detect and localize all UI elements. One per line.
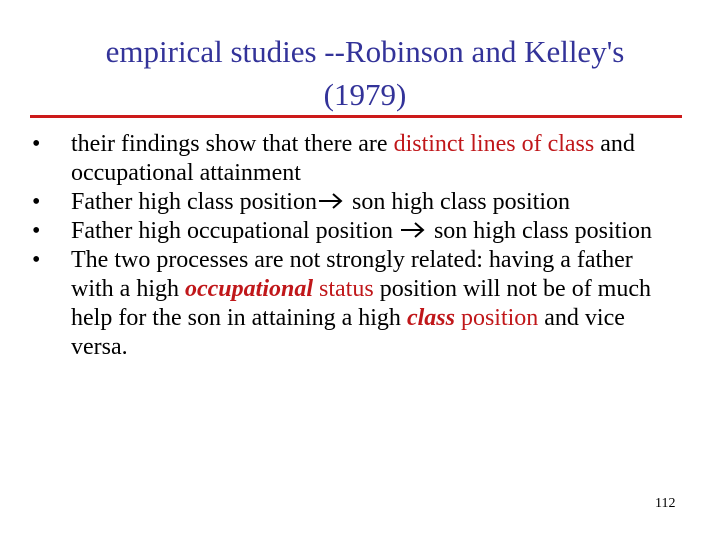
bullet-text: Father high class position — [71, 189, 317, 215]
bullet-item-processes — [32, 246, 672, 362]
highlight-text: distinct lines of class — [393, 131, 595, 157]
emphasis-text: class — [406, 305, 455, 331]
right-arrow-icon — [318, 192, 344, 210]
highlight-text: status — [313, 276, 374, 302]
bullet-item-class-position — [32, 188, 672, 217]
bullet-item-findings — [32, 130, 672, 188]
bullet-marker: • — [32, 189, 41, 215]
title-line-1: empirical studies --Robinson and Kelley's — [105, 34, 625, 69]
bullet-text: son high class position — [345, 189, 570, 215]
bullet-item-occupational-position — [32, 217, 672, 246]
page-number: 112 — [655, 496, 676, 511]
bullet-text: and vice versa. — [71, 305, 625, 360]
bullet-marker: • — [32, 218, 41, 244]
bullet-text: position will not be of much help for the son in attaining a high — [71, 276, 651, 331]
bullet-text: and occupational attainment — [71, 131, 635, 186]
bullet-text: their findings show that there are — [71, 131, 394, 157]
bullet-list — [32, 130, 672, 362]
emphasis-text: occupational — [185, 276, 314, 302]
slide-title — [40, 30, 690, 116]
title-line-2: (1979) — [323, 77, 407, 112]
title-underline — [30, 115, 682, 118]
bullet-text: The two processes are not strongly related: having a father with a high — [71, 247, 633, 302]
highlight-text: position — [454, 305, 539, 331]
bullet-marker: • — [32, 131, 41, 157]
bullet-marker: • — [32, 247, 41, 273]
right-arrow-icon — [400, 221, 426, 239]
bullet-text: son high class position — [427, 218, 652, 244]
bullet-text: Father high occupational position — [71, 218, 399, 244]
